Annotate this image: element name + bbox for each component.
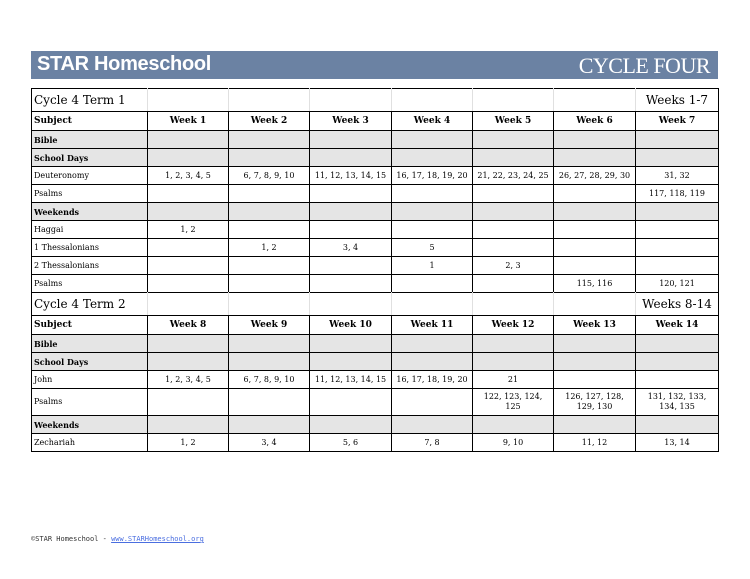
row-label: Psalms bbox=[32, 185, 148, 203]
table-row bbox=[32, 239, 719, 257]
term-title-row bbox=[32, 89, 719, 112]
table-row bbox=[32, 275, 719, 293]
chapter-cell bbox=[310, 353, 392, 371]
chapter-cell bbox=[473, 149, 554, 167]
chapter-cell: 6, 7, 8, 9, 10 bbox=[229, 167, 310, 185]
section-row bbox=[32, 416, 719, 434]
chapter-cell bbox=[392, 353, 473, 371]
section-row bbox=[32, 353, 719, 371]
chapter-cell bbox=[554, 239, 636, 257]
chapter-cell bbox=[636, 371, 719, 389]
row-label: Haggai bbox=[32, 221, 148, 239]
chapter-cell bbox=[229, 416, 310, 434]
chapter-cell bbox=[148, 149, 229, 167]
chapter-cell: 1, 2 bbox=[148, 434, 229, 452]
week-header: Week 5 bbox=[473, 112, 554, 131]
blank-cell bbox=[148, 89, 229, 112]
footer-copyright: ©STAR Homeschool - bbox=[31, 535, 112, 543]
chapter-cell: 11, 12 bbox=[554, 434, 636, 452]
chapter-cell bbox=[473, 239, 554, 257]
chapter-cell: 5, 6 bbox=[310, 434, 392, 452]
chapter-cell: 7, 8 bbox=[392, 434, 473, 452]
chapter-cell bbox=[473, 203, 554, 221]
chapter-cell: 1, 2 bbox=[148, 221, 229, 239]
chapter-cell bbox=[148, 353, 229, 371]
chapter-cell bbox=[392, 185, 473, 203]
table-row bbox=[32, 257, 719, 275]
chapter-cell bbox=[229, 185, 310, 203]
chapter-cell: 115, 116 bbox=[554, 275, 636, 293]
week-header: Week 4 bbox=[392, 112, 473, 131]
chapter-cell bbox=[554, 185, 636, 203]
table-row bbox=[32, 221, 719, 239]
chapter-cell bbox=[392, 389, 473, 416]
week-header: Week 11 bbox=[392, 316, 473, 335]
chapter-cell bbox=[392, 221, 473, 239]
chapter-cell bbox=[554, 371, 636, 389]
chapter-cell: 1 bbox=[392, 257, 473, 275]
chapter-cell bbox=[636, 239, 719, 257]
week-header: Week 7 bbox=[636, 112, 719, 131]
section-row bbox=[32, 335, 719, 353]
chapter-cell: 21, 22, 23, 24, 25 bbox=[473, 167, 554, 185]
chapter-cell: 131, 132, 133, 134, 135 bbox=[636, 389, 719, 416]
term-1-table bbox=[31, 88, 719, 293]
chapter-cell bbox=[229, 131, 310, 149]
blank-cell bbox=[229, 293, 310, 316]
row-label: Weekends bbox=[32, 416, 148, 434]
chapter-cell bbox=[636, 257, 719, 275]
weeks-range: Weeks 8-14 bbox=[636, 293, 719, 316]
row-label: Bible bbox=[32, 131, 148, 149]
chapter-cell: 26, 27, 28, 29, 30 bbox=[554, 167, 636, 185]
row-label: Weekends bbox=[32, 203, 148, 221]
chapter-cell bbox=[554, 353, 636, 371]
chapter-cell bbox=[554, 221, 636, 239]
chapter-cell: 11, 12, 13, 14, 15 bbox=[310, 167, 392, 185]
chapter-cell bbox=[473, 353, 554, 371]
chapter-cell: 13, 14 bbox=[636, 434, 719, 452]
chapter-cell: 21 bbox=[473, 371, 554, 389]
blank-cell bbox=[229, 89, 310, 112]
chapter-cell bbox=[310, 185, 392, 203]
chapter-cell bbox=[636, 149, 719, 167]
row-label: Psalms bbox=[32, 389, 148, 416]
week-header: Week 12 bbox=[473, 316, 554, 335]
week-header: Week 14 bbox=[636, 316, 719, 335]
chapter-cell: 126, 127, 128, 129, 130 bbox=[554, 389, 636, 416]
chapter-cell bbox=[392, 416, 473, 434]
chapter-cell bbox=[392, 131, 473, 149]
chapter-cell bbox=[310, 335, 392, 353]
chapter-cell: 16, 17, 18, 19, 20 bbox=[392, 371, 473, 389]
chapter-cell bbox=[636, 353, 719, 371]
chapter-cell bbox=[229, 257, 310, 275]
chapter-cell: 6, 7, 8, 9, 10 bbox=[229, 371, 310, 389]
chapter-cell: 120, 121 bbox=[636, 275, 719, 293]
chapter-cell: 1, 2, 3, 4, 5 bbox=[148, 167, 229, 185]
chapter-cell bbox=[310, 203, 392, 221]
chapter-cell bbox=[310, 257, 392, 275]
chapter-cell bbox=[148, 257, 229, 275]
row-label: School Days bbox=[32, 353, 148, 371]
chapter-cell bbox=[148, 185, 229, 203]
chapter-cell: 1, 2, 3, 4, 5 bbox=[148, 371, 229, 389]
chapter-cell bbox=[554, 203, 636, 221]
row-label: Bible bbox=[32, 335, 148, 353]
blank-cell bbox=[148, 293, 229, 316]
chapter-cell: 11, 12, 13, 14, 15 bbox=[310, 371, 392, 389]
week-header: Week 2 bbox=[229, 112, 310, 131]
chapter-cell: 31, 32 bbox=[636, 167, 719, 185]
chapter-cell bbox=[473, 185, 554, 203]
chapter-cell: 122, 123, 124, 125 bbox=[473, 389, 554, 416]
chapter-cell bbox=[310, 389, 392, 416]
chapter-cell bbox=[310, 416, 392, 434]
chapter-cell bbox=[636, 335, 719, 353]
subject-header: Subject bbox=[32, 112, 148, 131]
chapter-cell bbox=[148, 335, 229, 353]
row-label: 2 Thessalonians bbox=[32, 257, 148, 275]
chapter-cell bbox=[473, 275, 554, 293]
chapter-cell bbox=[310, 221, 392, 239]
table-row bbox=[32, 167, 719, 185]
blank-cell bbox=[473, 89, 554, 112]
footer bbox=[31, 535, 204, 543]
chapter-cell bbox=[148, 131, 229, 149]
chapter-cell bbox=[473, 221, 554, 239]
chapter-cell: 3, 4 bbox=[229, 434, 310, 452]
chapter-cell bbox=[473, 416, 554, 434]
chapter-cell bbox=[148, 416, 229, 434]
table-row bbox=[32, 185, 719, 203]
chapter-cell bbox=[473, 335, 554, 353]
chapter-cell bbox=[310, 275, 392, 293]
chapter-cell bbox=[229, 203, 310, 221]
chapter-cell bbox=[554, 257, 636, 275]
chapter-cell bbox=[229, 389, 310, 416]
chapter-cell: 2, 3 bbox=[473, 257, 554, 275]
chapter-cell: 117, 118, 119 bbox=[636, 185, 719, 203]
row-label: School Days bbox=[32, 149, 148, 167]
week-header: Week 13 bbox=[554, 316, 636, 335]
row-label: Psalms bbox=[32, 275, 148, 293]
section-row bbox=[32, 203, 719, 221]
chapter-cell bbox=[636, 221, 719, 239]
chapter-cell bbox=[554, 131, 636, 149]
chapter-cell bbox=[392, 335, 473, 353]
chapter-cell bbox=[554, 335, 636, 353]
footer-website-link[interactable]: www.STARHomeschool.org bbox=[111, 535, 204, 543]
chapter-cell: 5 bbox=[392, 239, 473, 257]
brand-title: STAR Homeschool bbox=[37, 53, 212, 75]
cycle-title: CYCLE FOUR bbox=[578, 53, 710, 78]
blank-cell bbox=[392, 293, 473, 316]
chapter-cell: 16, 17, 18, 19, 20 bbox=[392, 167, 473, 185]
chapter-cell bbox=[148, 275, 229, 293]
weeks-range: Weeks 1-7 bbox=[636, 89, 719, 112]
chapter-cell: 9, 10 bbox=[473, 434, 554, 452]
subject-header: Subject bbox=[32, 316, 148, 335]
chapter-cell bbox=[636, 416, 719, 434]
chapter-cell bbox=[554, 416, 636, 434]
chapter-cell: 1, 2 bbox=[229, 239, 310, 257]
chapter-cell bbox=[229, 221, 310, 239]
blank-cell bbox=[554, 293, 636, 316]
term-title-row bbox=[32, 293, 719, 316]
chapter-cell: 3, 4 bbox=[310, 239, 392, 257]
chapter-cell bbox=[229, 353, 310, 371]
row-label: Zechariah bbox=[32, 434, 148, 452]
chapter-cell bbox=[310, 131, 392, 149]
chapter-cell bbox=[148, 203, 229, 221]
week-header: Week 3 bbox=[310, 112, 392, 131]
blank-cell bbox=[392, 89, 473, 112]
blank-cell bbox=[554, 89, 636, 112]
chapter-cell bbox=[392, 275, 473, 293]
header-row bbox=[32, 112, 719, 131]
chapter-cell bbox=[636, 131, 719, 149]
term-title: Cycle 4 Term 1 bbox=[32, 89, 148, 112]
section-row bbox=[32, 149, 719, 167]
chapter-cell bbox=[148, 389, 229, 416]
chapter-cell bbox=[229, 335, 310, 353]
chapter-cell bbox=[310, 149, 392, 167]
header-row bbox=[32, 316, 719, 335]
header-banner bbox=[31, 51, 718, 79]
row-label: John bbox=[32, 371, 148, 389]
term-title: Cycle 4 Term 2 bbox=[32, 293, 148, 316]
blank-cell bbox=[310, 89, 392, 112]
table-row bbox=[32, 434, 719, 452]
chapter-cell bbox=[392, 149, 473, 167]
week-header: Week 9 bbox=[229, 316, 310, 335]
chapter-cell bbox=[148, 239, 229, 257]
week-header: Week 10 bbox=[310, 316, 392, 335]
chapter-cell bbox=[473, 131, 554, 149]
section-row bbox=[32, 131, 719, 149]
table-row bbox=[32, 389, 719, 416]
blank-cell bbox=[310, 293, 392, 316]
chapter-cell bbox=[229, 275, 310, 293]
chapter-cell bbox=[229, 149, 310, 167]
term-2-table bbox=[31, 292, 719, 452]
chapter-cell bbox=[636, 203, 719, 221]
blank-cell bbox=[473, 293, 554, 316]
week-header: Week 8 bbox=[148, 316, 229, 335]
week-header: Week 1 bbox=[148, 112, 229, 131]
chapter-cell bbox=[554, 149, 636, 167]
table-row bbox=[32, 371, 719, 389]
week-header: Week 6 bbox=[554, 112, 636, 131]
row-label: Deuteronomy bbox=[32, 167, 148, 185]
row-label: 1 Thessalonians bbox=[32, 239, 148, 257]
chapter-cell bbox=[392, 203, 473, 221]
